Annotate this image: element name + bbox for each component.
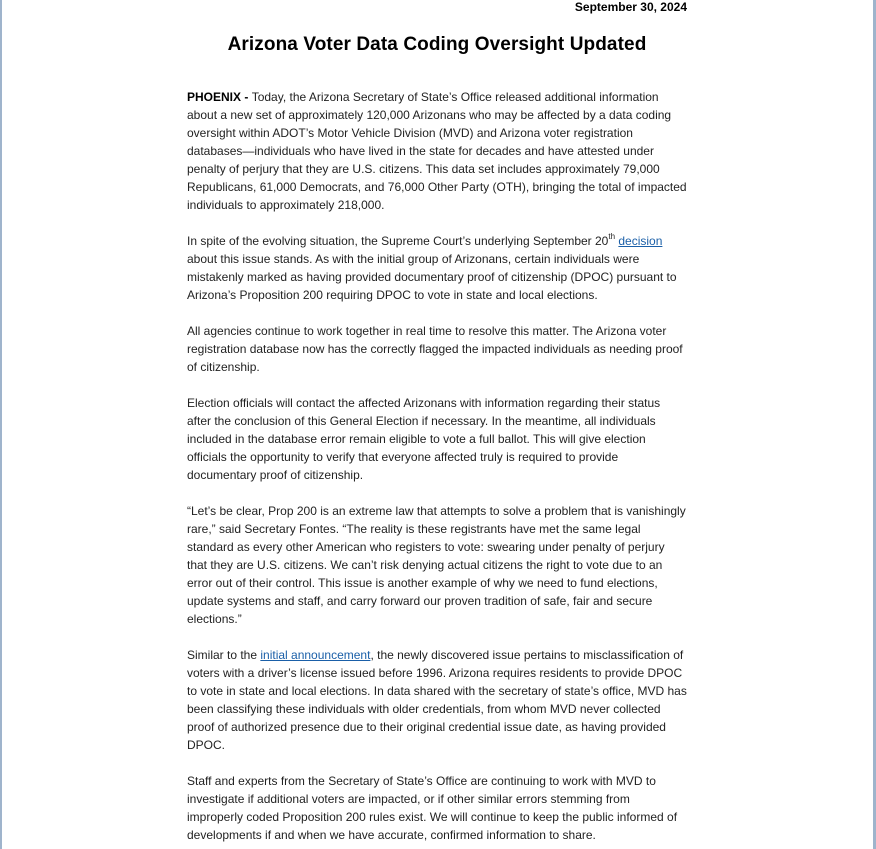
window-border-left (0, 0, 2, 849)
dateline: PHOENIX - (187, 90, 252, 104)
release-date: September 30, 2024 (574, 0, 687, 14)
paragraph-court-decision (187, 232, 687, 304)
page-title: Arizona Voter Data Coding Oversight Updated (227, 34, 647, 55)
intro-text: Today, the Arizona Secretary of State’s Office released additional information about a new set of approximately 120,000 Arizonans who may be affected by a data coding oversight within ADOT’s Motor Vehicle Division (MVD) and Arizona voter registration databases—individuals who have lived in the state for decades and have attested under penalty of perjury that they are U.S. citizens. This data set includes approximately 79,000 Republicans, 61,000 Democrats, and 76,000 Other Party (OTH), bringing the total of impacted individuals to approximately 218,000. (187, 90, 687, 212)
press-release (187, 0, 687, 844)
decision-link[interactable]: decision (618, 234, 663, 248)
paragraph-intro (187, 88, 687, 214)
court-text-end: about this issue stands. As with the initial group of Arizonans, certain individuals were mistakenly marked as having provided documentary proof of citizenship (DPOC) pursuant to Arizona’s Proposition 200 requiring DPOC to vote in state and local elections. (187, 252, 677, 302)
paragraph-similar-issue (187, 646, 687, 754)
paragraph-election-officials: Election officials will contact the affected Arizonans with information regarding their status after the conclusion of this General Election if necessary. In the meantime, all individuals included in the database error remain eligible to vote a full ballot. This will give election officials the opportunity to verify that everyone affected truly is required to provide documentary proof of citizenship. (187, 396, 661, 482)
ordinal-suffix: th (608, 232, 616, 241)
paragraph-quote: “Let’s be clear, Prop 200 is an extreme law that attempts to solve a problem that is vanishingly rare,” said Secretary Fontes. “The reality is these registrants have met the same legal standard as every other American who registers to vote: swearing under penalty of perjury that they are U.S. citizens. We can’t risk denying actual citizens the right to vote due to an error out of their control. This issue is another example of why we need to fund elections, update systems and staff, and carry forward our proven tradition of safe, fair and secure elections.” (187, 504, 686, 626)
court-text-start: In spite of the evolving situation, the Supreme Court’s underlying September 20 (187, 234, 609, 248)
similar-text-end: , the newly discovered issue pertains to misclassification of voters with a driver’s license issued before 1996. Arizona requires residents to provide DPOC to vote in state and local elections. In data shared with the secretary of state’s office, MVD has been classifying these individuals with older credentials, from whom MVD never collected proof of authorized presence due to their original credential issue date, as having provided DPOC. (187, 648, 687, 752)
initial-announcement-link[interactable]: initial announcement (260, 648, 371, 662)
paragraph-agencies: All agencies continue to work together in real time to resolve this matter. The Arizona voter registration database now has the correctly flagged the impacted individuals as needing proof of citizenship. (187, 324, 683, 374)
paragraph-staff-experts: Staff and experts from the Secretary of State’s Office are continuing to work with MVD to investigate if additional voters are impacted, or if other similar errors stemming from improperly coded Proposition 200 rules exist. We will continue to keep the public informed of developments if and when we have accurate, confirmed information to share. (187, 774, 678, 842)
similar-text-start: Similar to the (187, 648, 261, 662)
